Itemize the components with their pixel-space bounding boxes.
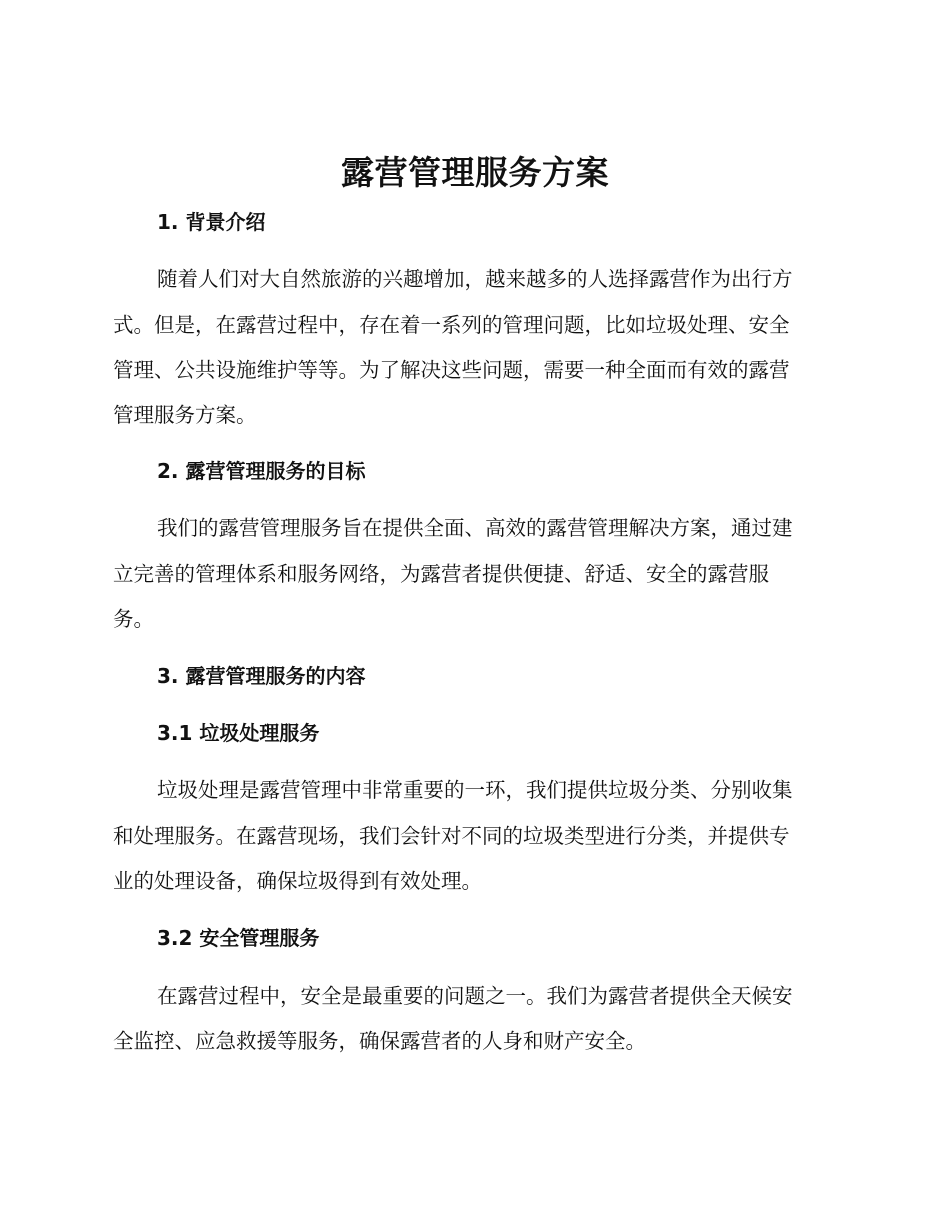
paragraph-line: 和处理服务。在露营现场，我们会针对不同的垃圾类型进行分类，并提供专 <box>113 824 790 848</box>
paragraph-line: 管理服务方案。 <box>113 403 257 427</box>
paragraph-line: 立完善的管理体系和服务网络，为露营者提供便捷、舒适、安全的露营服 <box>113 562 769 586</box>
subsection-heading-safety: 3.2 安全管理服务 <box>157 926 320 950</box>
paragraph-line: 随着人们对大自然旅游的兴趣增加，越来越多的人选择露营作为出行方 <box>157 267 793 291</box>
subsection-heading-waste: 3.1 垃圾处理服务 <box>157 721 320 745</box>
paragraph-line: 垃圾处理是露营管理中非常重要的一环，我们提供垃圾分类、分别收集 <box>157 778 793 802</box>
document-title: 露营管理服务方案 <box>341 153 609 192</box>
section-heading-background: 1. 背景介绍 <box>157 210 266 234</box>
section-heading-goals: 2. 露营管理服务的目标 <box>157 459 366 483</box>
section-heading-content: 3. 露营管理服务的内容 <box>157 664 366 688</box>
paragraph-line: 在露营过程中，安全是最重要的问题之一。我们为露营者提供全天候安 <box>157 984 793 1008</box>
paragraph-line: 务。 <box>113 607 154 631</box>
paragraph-line: 全监控、应急救援等服务，确保露营者的人身和财产安全。 <box>113 1029 646 1053</box>
paragraph-line: 我们的露营管理服务旨在提供全面、高效的露营管理解决方案，通过建 <box>157 516 793 540</box>
paragraph-line: 式。但是，在露营过程中，存在着一系列的管理问题，比如垃圾处理、安全 <box>113 313 790 337</box>
paragraph-line: 管理、公共设施维护等等。为了解决这些问题，需要一种全面而有效的露营 <box>113 358 790 382</box>
paragraph-line: 业的处理设备，确保垃圾得到有效处理。 <box>113 869 482 893</box>
